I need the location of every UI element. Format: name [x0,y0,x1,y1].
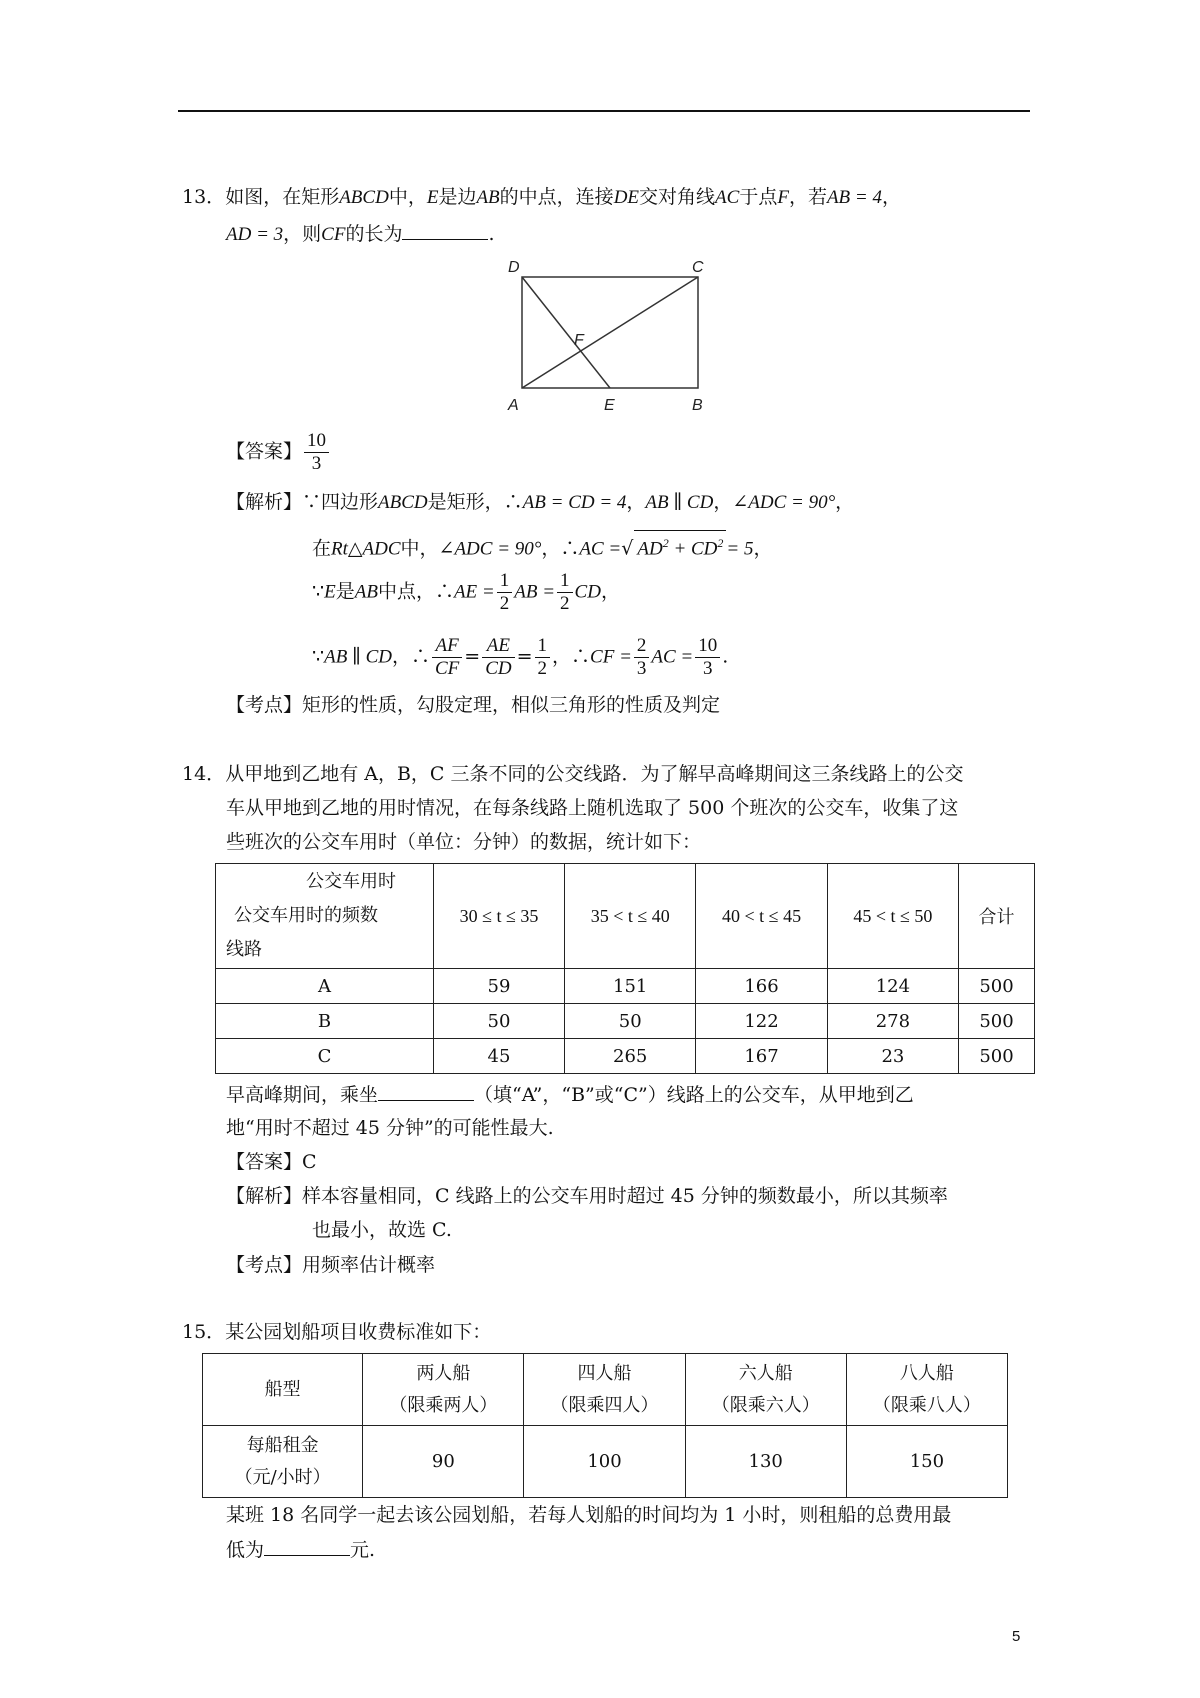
table-cell: 45 [433,1039,564,1074]
table-cell: 130 [685,1426,846,1498]
q14-stem-line3: 些班次的公交车用时（单位：分钟）的数据，统计如下： [226,831,702,853]
table-cell: 151 [565,969,696,1004]
q15-after-line2: 低为 元. [226,1539,376,1561]
q13-analysis-line1: 【解析】∵四边形ABCD是矩形，∴AB = CD = 4，AB ∥ CD，∠ADC = 90°， [226,491,855,513]
q14-point: 【考点】用频率估计概率 [226,1254,436,1276]
label-d: D [508,259,520,276]
q13-rectangle-figure [500,255,720,415]
q15-price-table [202,1353,1008,1498]
row-label: A [216,969,434,1004]
boat-type-cell: 四人船 （限乘四人） [524,1354,685,1426]
table-cell: 150 [846,1426,1007,1498]
label-a: A [508,397,519,414]
table-cell: 122 [696,1004,827,1039]
table-row [216,1039,1035,1074]
table-cell: 50 [433,1004,564,1039]
col-header: 35 < t ≤ 40 [565,864,696,969]
col-header: 45 < t ≤ 50 [827,864,958,969]
q13-analysis-line2: 在Rt△ADC中，∠ADC = 90°，∴AC =√ $AD^2 + CD^2 = 5$， [312,530,773,561]
table-cell: 90 [363,1426,524,1498]
col-header: 30 ≤ t ≤ 35 [433,864,564,969]
boat-type-cell: 六人船 （限乘六人） [685,1354,846,1426]
q13-answer: 【答案】 $\frac{10}{3}$ [226,430,331,475]
row-label: C [216,1039,434,1074]
header-rule [178,110,1030,112]
table-cell: 500 [959,1039,1035,1074]
label-e: E [604,397,615,414]
row-label: B [216,1004,434,1039]
q14-answer-blank [378,1082,474,1101]
table-cell: 100 [524,1426,685,1498]
q14-frequency-table [215,863,1035,1074]
table-cell: 50 [565,1004,696,1039]
table-row [216,1004,1035,1039]
table-cell: 59 [433,969,564,1004]
q15-after-line1: 某班 18 名同学一起去该公园划船，若每人划船的时间均为 1 小时，则租船的总费用最 [226,1504,952,1526]
q13-point: 【考点】矩形的性质，勾股定理，相似三角形的性质及判定 [226,694,721,716]
row-label: 每船租金 （元/小时） [203,1426,363,1498]
label-c: C [692,259,704,276]
col-header: 合计 [959,864,1035,969]
q14-after-line1: 早高峰期间，乘坐 （填“A”，“B”或“C”）线路上的公交车，从甲地到乙 [226,1084,914,1106]
col-header: 40 < t ≤ 45 [696,864,827,969]
row-label: 船型 [203,1354,363,1426]
q14-answer: 【答案】C [226,1151,317,1173]
table-cell: 124 [827,969,958,1004]
table-row [203,1426,1008,1498]
q14-after-line2: 地“用时不超过 45 分钟”的可能性最大. [226,1117,554,1139]
table-cell: 500 [959,969,1035,1004]
table-header-row [216,864,1035,969]
table-corner: 公交车用时 公交车用时的频数 线路 [216,864,434,969]
table-header-row [203,1354,1008,1426]
table-row [216,969,1035,1004]
q14-stem-line2: 车从甲地到乙地的用时情况，在每条线路上随机选取了 500 个班次的公交车，收集了这 [226,797,959,819]
label-b: B [692,397,703,414]
q13-answer-blank [402,221,488,240]
table-cell: 500 [959,1004,1035,1039]
q15-stem-line1: 15．某公园划船项目收费标准如下： [182,1321,492,1343]
table-cell: 265 [565,1039,696,1074]
table-cell: 166 [696,969,827,1004]
page-number: 5 [1012,1628,1021,1645]
q13-stem-line2: AD = 3，则CF的长为 . [226,223,495,245]
q14-analysis-line1: 【解析】样本容量相同，C 线路上的公交车用时超过 45 分钟的频数最小，所以其频率 [226,1185,948,1207]
segment-de [522,277,610,388]
q14-stem-line1: 14．从甲地到乙地有 A，B，C 三条不同的公交线路．为了解早高峰期间这三条线路上的公交 [182,763,964,785]
label-f: F [574,332,584,349]
boat-type-cell: 两人船 （限乘两人） [363,1354,524,1426]
table-cell: 167 [696,1039,827,1074]
q15-answer-blank [264,1537,350,1556]
boat-type-cell: 八人船 （限乘八人） [846,1354,1007,1426]
table-cell: 23 [827,1039,958,1074]
table-cell: 278 [827,1004,958,1039]
diagonal-ac [522,277,698,388]
q13-analysis-line4: ∵AB ∥ CD，∴ $\frac{AF}{CF}$ = $\frac{AE}{CD}$ = $\frac{1}{2}$ ，∴CF = $\frac{2}{3}$ AC = $\frac{10}{3}$ . [312,635,729,679]
q13-stem-line1: 13．如图，在矩形ABCD中，E是边AB的中点，连接DE交对角线AC于点F，若AB = 4， [182,186,902,208]
q14-analysis-line2: 也最小，故选 C. [312,1219,452,1241]
q13-analysis-line3: ∵E是AB中点，∴AE = $\frac{1}{2}$ AB = $\frac{1}{2}$ CD， [312,570,620,614]
